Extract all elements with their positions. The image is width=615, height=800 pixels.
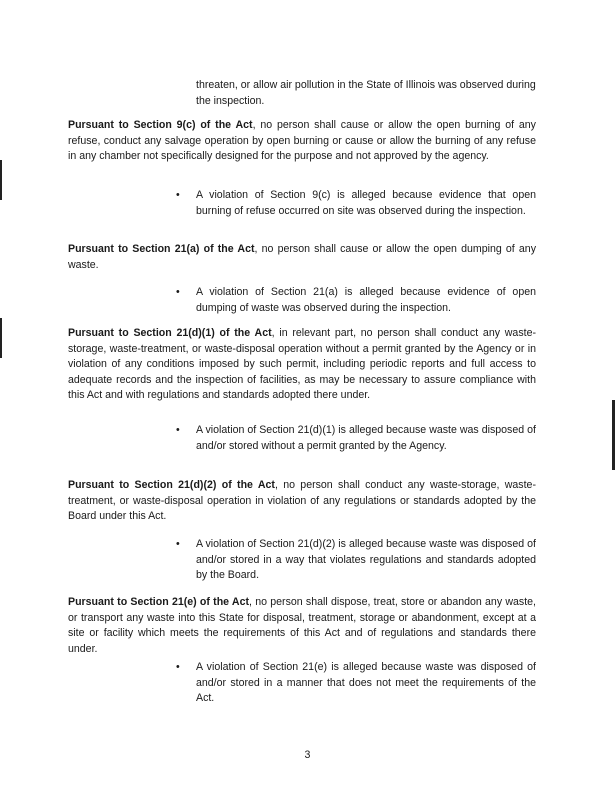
section-21e-paragraph bbox=[68, 595, 536, 657]
section-21d1-bullet-text: A violation of Section 21(d)(1) is alleged because waste was disposed of and/or stored without a permit granted by the Agency. bbox=[196, 424, 536, 452]
section-21d2-bullet-text: A violation of Section 21(d)(2) is alleged because waste was disposed of and/or stored in a way that violates regulations and standards adopted by the Board. bbox=[196, 538, 536, 581]
bullet-icon: • bbox=[176, 538, 180, 550]
bullet-icon: • bbox=[176, 424, 180, 436]
section-21e-heading: Pursuant to Section 21(e) of the Act bbox=[68, 596, 250, 608]
bullet-icon: • bbox=[176, 286, 180, 298]
scan-edge-mark-left-1 bbox=[0, 160, 2, 200]
section-21e-bullet-text: A violation of Section 21(e) is alleged because waste was disposed of and/or stored in a manner that does not meet the requirements of the Act. bbox=[196, 661, 536, 704]
section-9c-heading: Pursuant to Section 9(c) of the Act bbox=[68, 119, 253, 131]
section-21d2-bullet bbox=[176, 537, 536, 584]
section-9c-bullet bbox=[176, 188, 536, 219]
section-21a-bullet-text: A violation of Section 21(a) is alleged because evidence of open dumping of waste was observed during the inspection. bbox=[196, 286, 536, 314]
scan-edge-mark-left-2 bbox=[0, 318, 2, 358]
section-9c-bullet-text: A violation of Section 9(c) is alleged because evidence that open burning of refuse occurred on site was observed during the inspection. bbox=[196, 189, 536, 217]
section-21a-bullet bbox=[176, 285, 536, 316]
section-21e-body: , no person shall dispose, treat, store or abandon any waste, or transport any waste into this State for disposal, treatment, storage or abandonment, except at a site or facility which meets the requirements of this Act and of regulations and standards there under. bbox=[68, 596, 536, 655]
section-21a-paragraph bbox=[68, 242, 536, 273]
section-21e-bullet bbox=[176, 660, 536, 707]
section-21d1-body: , in relevant part, no person shall conduct any waste-storage, waste-treatment, or waste-disposal operation without a permit granted by the Agency or in violation of any conditions imposed by such permit, including periodic reports and full access to adequate records and the inspection of facilities, as may be necessary to assure compliance with this Act and with regulations and standards adopted there under. bbox=[68, 327, 536, 401]
section-21a-heading: Pursuant to Section 21(a) of the Act bbox=[68, 243, 255, 255]
bullet-icon: • bbox=[176, 661, 180, 673]
section-21d2-body: , no person shall conduct any waste-storage, waste-treatment, or waste-disposal operation in violation of any regulations or standards adopted by the Board under this Act. bbox=[68, 479, 536, 522]
section-9c-paragraph bbox=[68, 118, 536, 165]
section-21d1-paragraph bbox=[68, 326, 536, 404]
section-9c-body: , no person shall cause or allow the open burning of any refuse, conduct any salvage operation by open burning or cause or allow the burning of any refuse in any chamber not specifically designed for the purpose and not approved by the agency. bbox=[68, 119, 536, 162]
continuation-text: threaten, or allow air pollution in the State of Illinois was observed during the inspection. bbox=[196, 79, 536, 107]
section-21d1-heading: Pursuant to Section 21(d)(1) of the Act bbox=[68, 327, 272, 339]
section-21d1-bullet bbox=[176, 423, 536, 454]
page-number: 3 bbox=[304, 749, 311, 761]
section-21a-body: , no person shall cause or allow the open dumping of any waste. bbox=[68, 243, 536, 271]
section-21d2-heading: Pursuant to Section 21(d)(2) of the Act bbox=[68, 479, 275, 491]
bullet-icon: • bbox=[176, 189, 180, 201]
section-21d2-paragraph bbox=[68, 478, 536, 525]
